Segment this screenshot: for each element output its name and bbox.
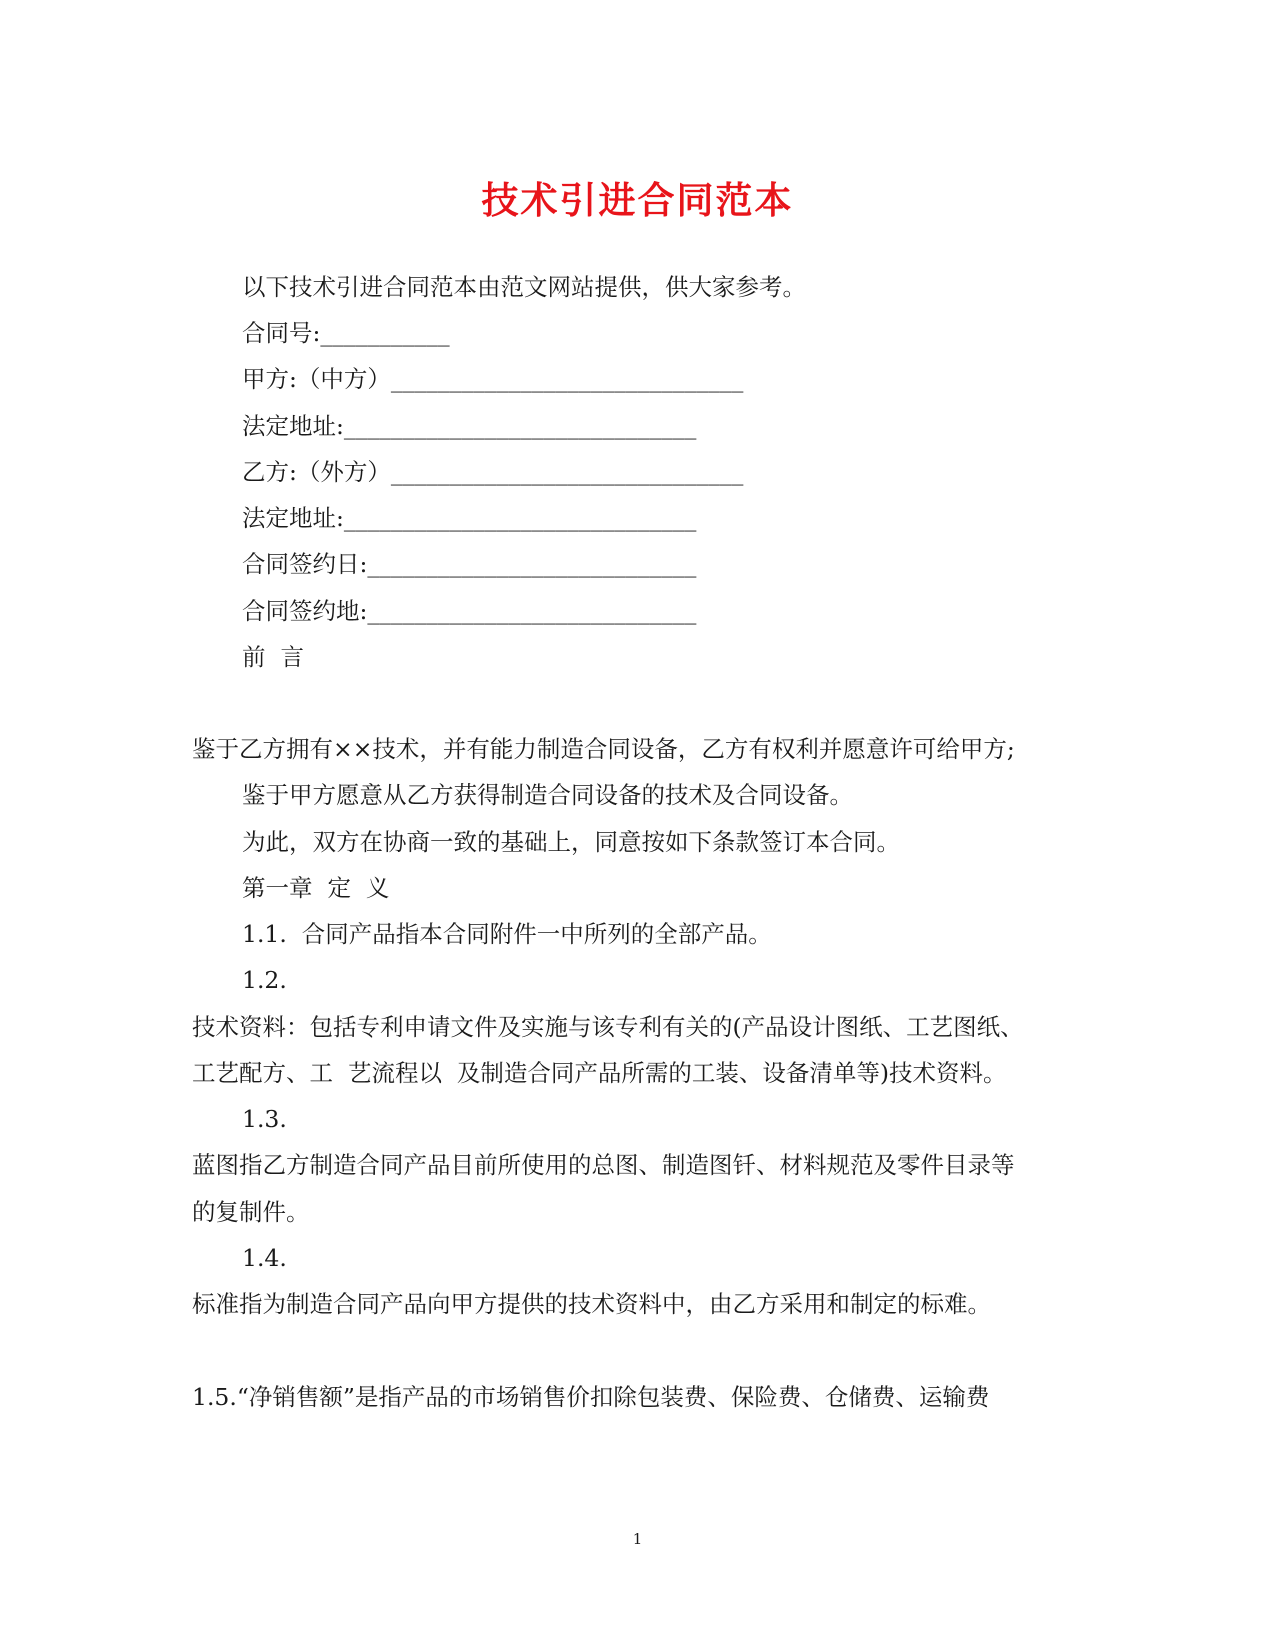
party-a-address-field: 法定地址:______________________________	[242, 412, 697, 440]
party-a-field: 甲方:（中方）______________________________	[242, 365, 744, 393]
recital-2: 鉴于甲方愿意从乙方获得制造合同设备的技术及合同设备。	[242, 781, 853, 809]
clause-1-5: 1.5.“净销售额”是指产品的市场销售价扣除包装费、保险费、仓储费、运输费	[192, 1383, 990, 1411]
preface-heading: 前 言	[242, 643, 304, 671]
party-b-address-field: 法定地址:______________________________	[242, 504, 697, 532]
clause-1-2-line-1: 技术资料：包括专利申请文件及实施与该专利有关的(产品设计图纸、工艺图纸、	[192, 1013, 1024, 1041]
clause-1-2-number: 1.2.	[242, 966, 287, 994]
clause-1-4-text: 标准指为制造合同产品向甲方提供的技术资料中，由乙方采用和制定的标难。	[192, 1290, 991, 1318]
party-b-field: 乙方:（外方）______________________________	[242, 458, 744, 486]
clause-1-4-number: 1.4.	[242, 1244, 287, 1272]
document-title: 技术引进合同范本	[481, 178, 794, 222]
clause-1-2-line-2: 工艺配方、工 艺流程以 及制造合同产品所需的工装、设备清单等)技术资料。	[192, 1059, 1007, 1087]
signing-date-field: 合同签约日:____________________________	[242, 550, 697, 578]
chapter-one-heading: 第一章 定 义	[242, 874, 390, 902]
signing-place-field: 合同签约地:____________________________	[242, 597, 697, 625]
clause-1-3-line-1: 蓝图指乙方制造合同产品目前所使用的总图、制造图钎、材料规范及零件目录等	[192, 1151, 1015, 1179]
intro-text: 以下技术引进合同范本由范文网站提供，供大家参考。	[242, 273, 806, 301]
recital-3: 为此，双方在协商一致的基础上，同意按如下条款签订本合同。	[242, 828, 900, 856]
clause-1-3-number: 1.3.	[242, 1105, 287, 1133]
contract-number-field: 合同号:___________	[242, 319, 450, 347]
page-number: 1	[632, 1530, 643, 1548]
recital-1: 鉴于乙方拥有××技术，并有能力制造合同设备，乙方有权利并愿意许可给甲方;	[192, 735, 1015, 763]
clause-1-3-line-2: 的复制件。	[192, 1198, 310, 1226]
clause-1-1: 1.1. 合同产品指本合同附件一中所列的全部产品。	[242, 920, 772, 948]
